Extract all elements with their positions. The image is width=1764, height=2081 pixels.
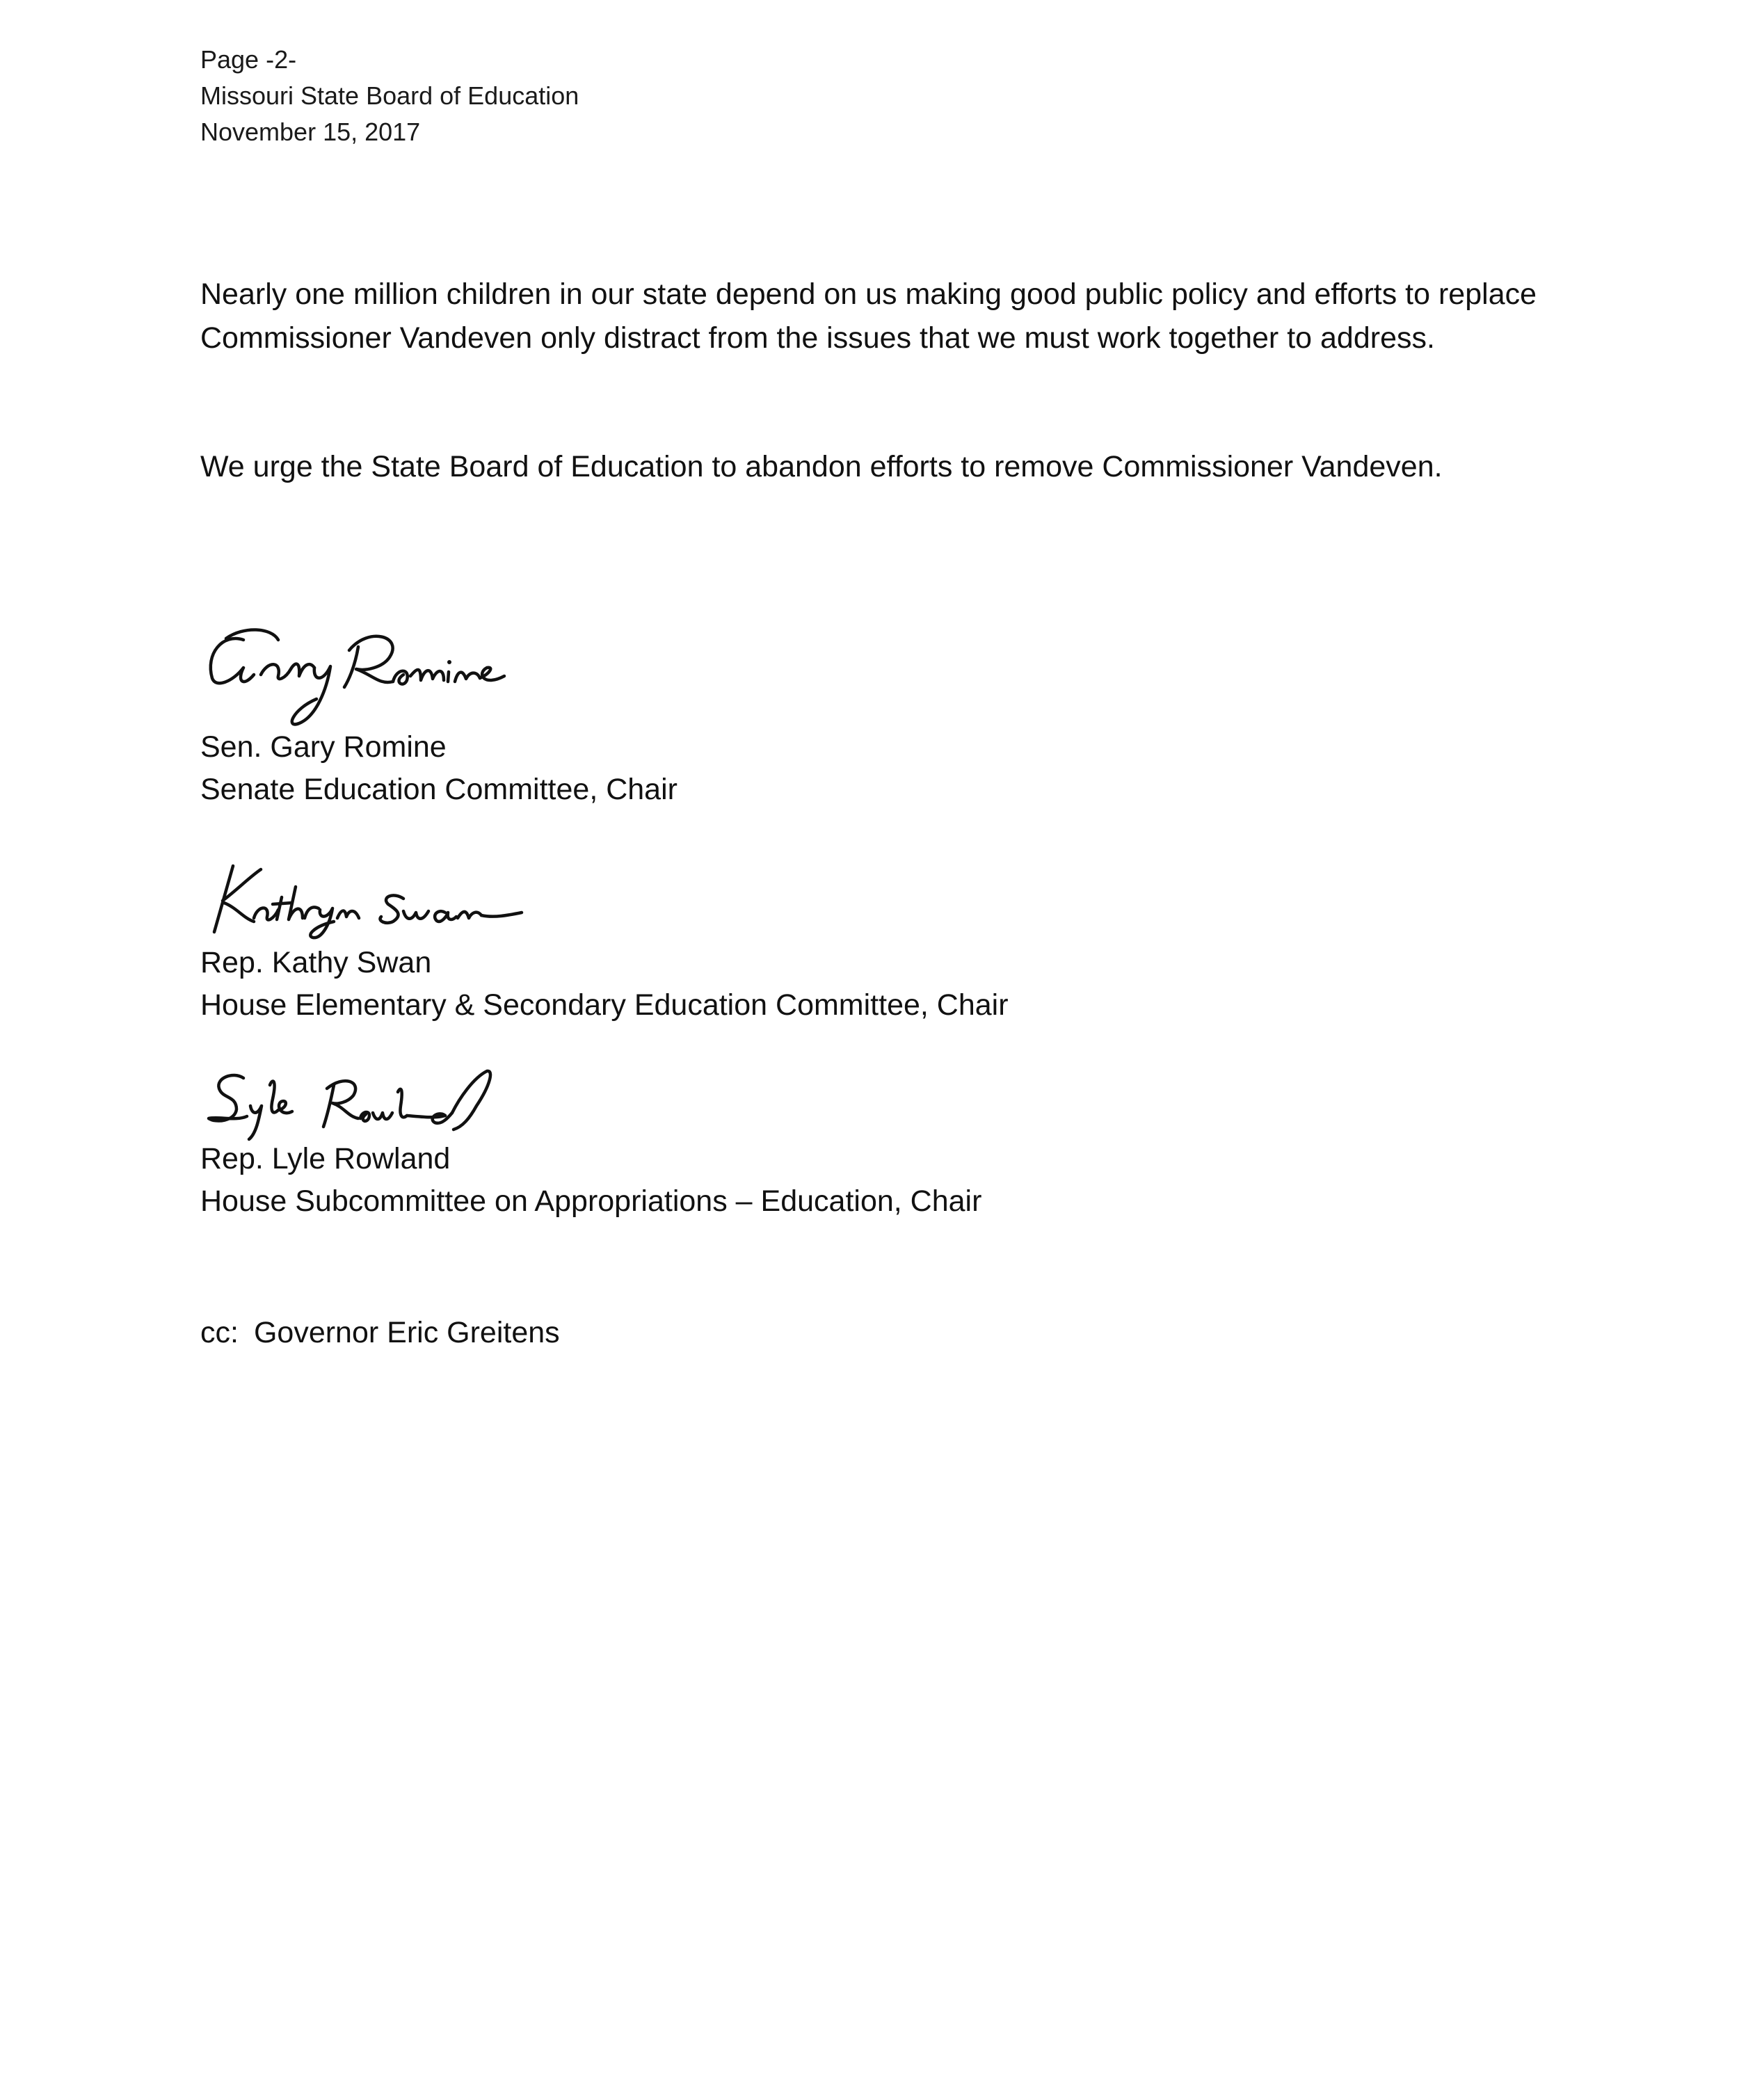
signer-block-gary bbox=[200, 726, 677, 811]
signer-title: Senate Education Committee, Chair bbox=[200, 773, 677, 806]
cc-recipient: Governor Eric Greitens bbox=[253, 1316, 560, 1349]
letter-date: November 15, 2017 bbox=[200, 118, 421, 146]
signer-name: Sen. Gary Romine bbox=[200, 730, 447, 764]
cc-line bbox=[200, 1312, 560, 1353]
handwritten-signature-lyle bbox=[195, 1057, 556, 1148]
letter-header bbox=[200, 42, 579, 150]
signature-kathryn-swan bbox=[195, 849, 556, 946]
signer-block-lyle bbox=[200, 1138, 981, 1223]
signer-name: Rep. Kathy Swan bbox=[200, 946, 432, 979]
body-paragraph-2: We urge the State Board of Education to abandon efforts to remove Commissioner Vandeven. bbox=[200, 450, 1443, 483]
signer-block-kathy bbox=[200, 942, 1009, 1027]
page-number: Page -2- bbox=[200, 45, 297, 74]
signer-title: House Subcommittee on Appropriations – Education, Chair bbox=[200, 1184, 982, 1218]
handwritten-signature-kathy bbox=[195, 849, 556, 946]
handwritten-signature-gary bbox=[195, 612, 556, 730]
body-paragraph-1: Nearly one million children in our state depend on us making good public policy and efforts to replace Commissioner Vandeven only distract from the issues that we must work together to address. bbox=[200, 278, 1537, 355]
signature-gary-romine bbox=[195, 612, 556, 730]
cc-label: cc: bbox=[200, 1316, 239, 1349]
signer-name: Rep. Lyle Rowland bbox=[200, 1142, 451, 1175]
recipient-line: Missouri State Board of Education bbox=[200, 81, 579, 110]
signature-lyle-rowland bbox=[195, 1057, 556, 1148]
signer-title: House Elementary & Secondary Education Committee, Chair bbox=[200, 988, 1009, 1022]
